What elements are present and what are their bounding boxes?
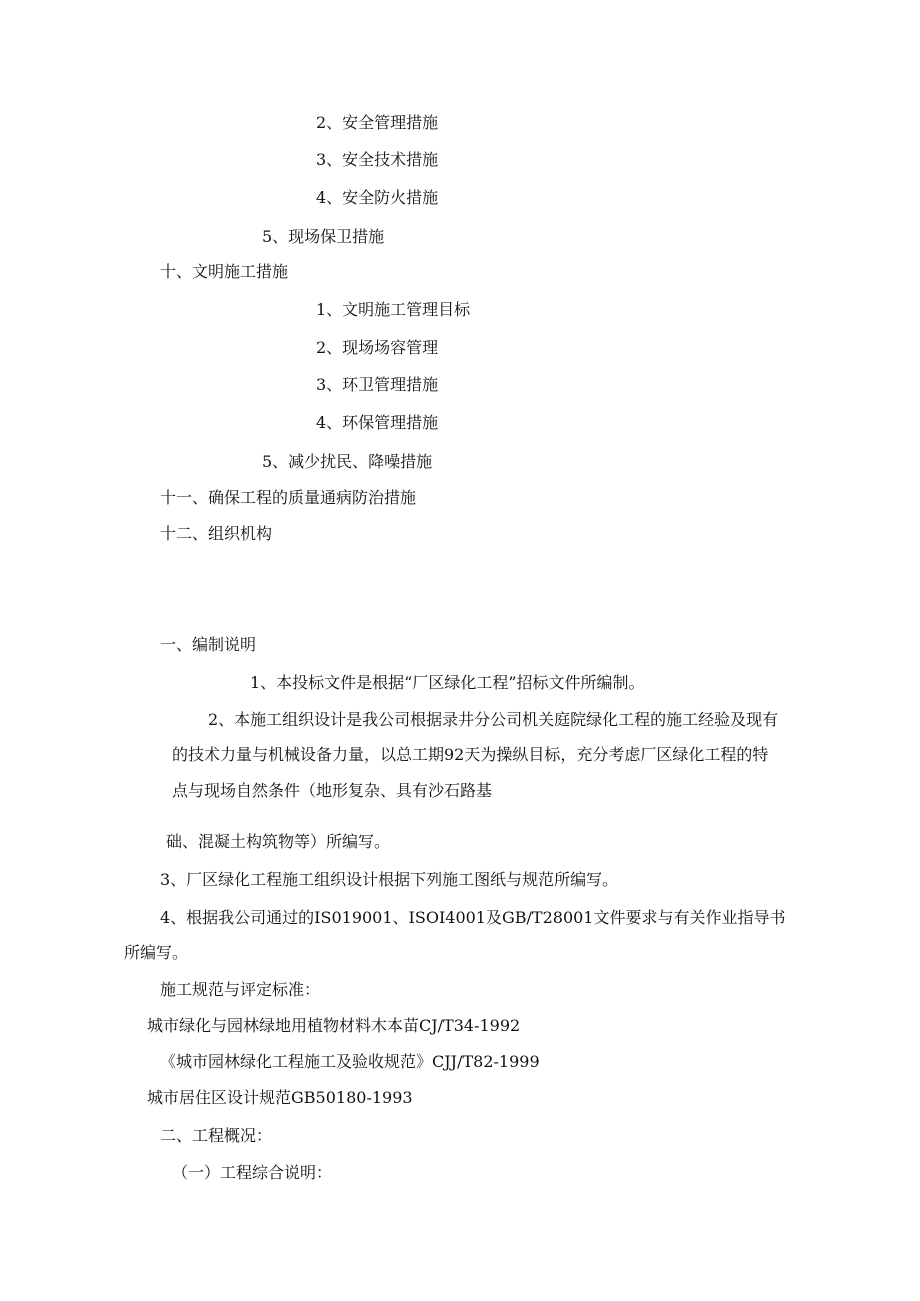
- paragraph-2-line-4: 础、混凝土构筑物等）所编写。: [166, 832, 391, 851]
- toc-section-11: 十一、确保工程的质量通病防治措施: [160, 488, 417, 507]
- toc-section-12: 十二、组织机构: [160, 524, 273, 543]
- toc-item-10-5: 5、减少扰民、降噪措施: [262, 452, 433, 471]
- paragraph-2-line-2: 的技术力量与机械设备力量，以总工期92天为操纵目标，充分考虑厂区绿化工程的特: [172, 745, 769, 764]
- toc-item-10-3: 3、环卫管理措施: [316, 375, 439, 394]
- standard-2: 《城市园林绿化工程施工及验收规范》CJJ/T82-1999: [160, 1052, 540, 1071]
- paragraph-3: 3、厂区绿化工程施工组织设计根据下列施工图纸与规范所编写。: [160, 870, 619, 889]
- toc-item-9-4: 4、安全防火措施: [316, 188, 439, 207]
- paragraph-2-line-1: 2、本施工组织设计是我公司根据录井分公司机关庭院绿化工程的施工经验及现有: [208, 710, 779, 729]
- paragraph-1: 1、本投标文件是根据“厂区绿化工程”招标文件所编制。: [250, 673, 645, 692]
- standard-1: 城市绿化与园林绿地用植物材料木本苗CJ/T34-1992: [147, 1016, 521, 1035]
- sub-heading-general-description: （一）工程综合说明：: [172, 1163, 333, 1182]
- toc-item-10-4: 4、环保管理措施: [316, 413, 439, 432]
- paragraph-2-line-3: 点与现场自然条件（地形复杂、具有沙石路基: [172, 781, 493, 800]
- toc-item-10-1: 1、文明施工管理目标: [316, 300, 471, 319]
- toc-section-10: 十、文明施工措施: [160, 262, 289, 281]
- toc-item-9-5: 5、现场保卫措施: [262, 227, 385, 246]
- toc-item-9-2: 2、安全管理措施: [316, 113, 439, 132]
- paragraph-4-line-2: 所编写。: [124, 943, 189, 962]
- standard-3: 城市居住区设计规范GB50180-1993: [147, 1088, 413, 1107]
- toc-item-10-2: 2、现场场容管理: [316, 338, 439, 357]
- heading-compilation-notes: 一、编制说明: [160, 635, 257, 654]
- paragraph-4-line-1: 4、根据我公司通过的IS019001、ISOI4001及GB/T28001文件要求与有关作业指导书: [160, 908, 786, 927]
- standards-title: 施工规范与评定标准：: [160, 980, 321, 999]
- heading-project-overview: 二、工程概况：: [160, 1126, 273, 1145]
- toc-item-9-3: 3、安全技术措施: [316, 150, 439, 169]
